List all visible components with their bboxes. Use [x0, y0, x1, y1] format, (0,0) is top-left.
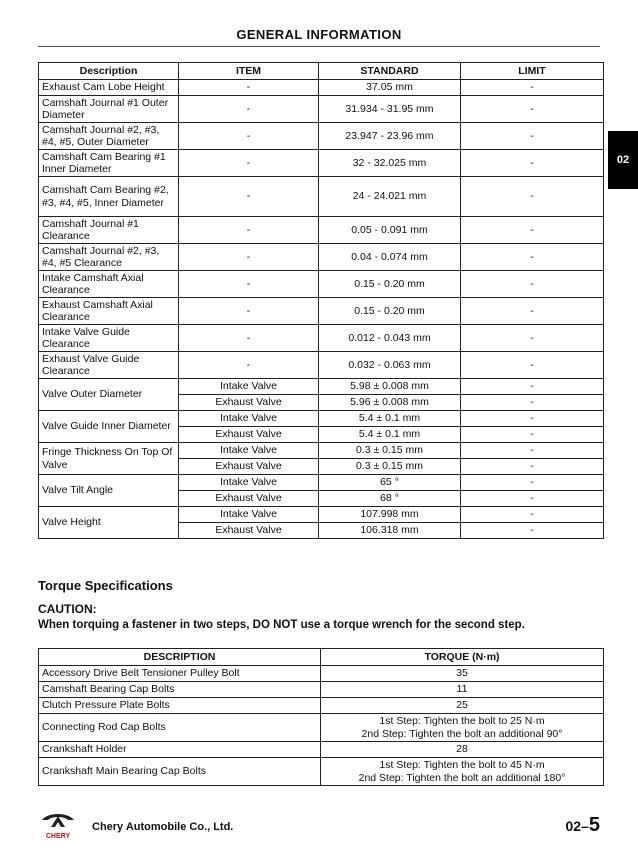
- row-description: Intake Valve Guide Clearance: [39, 325, 179, 352]
- row-description: Fringe Thickness On Top Of Valve: [39, 443, 179, 475]
- row-item: -: [179, 177, 319, 217]
- row-description: Crankshaft Holder: [39, 742, 321, 758]
- row-description: Valve Guide Inner Diameter: [39, 411, 179, 443]
- row-standard: 0.032 - 0.063 mm: [319, 352, 461, 379]
- row-description: Camshaft Cam Bearing #2, #3, #4, #5, Inner Diameter: [39, 177, 179, 217]
- row-standard: 5.4 ± 0.1 mm: [319, 411, 461, 427]
- page-num: 5: [588, 814, 600, 836]
- row-torque: [321, 714, 604, 742]
- row-description: Exhaust Camshaft Axial Clearance: [39, 298, 179, 325]
- row-description: Camshaft Journal #1 Outer Diameter: [39, 96, 179, 123]
- row-description: Exhaust Cam Lobe Height: [39, 80, 179, 96]
- page-prefix: 02–: [565, 818, 589, 834]
- row-item: -: [179, 123, 319, 150]
- table-row: [39, 507, 604, 523]
- logo-text: CHERY: [45, 833, 71, 840]
- row-limit: -: [461, 123, 604, 150]
- table-row: [39, 475, 604, 491]
- caution-text: When torquing a fastener in two steps, DO NOT use a torque wrench for the second step.: [38, 619, 525, 631]
- row-limit: -: [461, 352, 604, 379]
- row-limit: -: [461, 507, 604, 523]
- page-number: [566, 814, 600, 837]
- row-description: Camshaft Journal #2, #3, #4, #5, Outer Diameter: [39, 123, 179, 150]
- row-description: Valve Tilt Angle: [39, 475, 179, 507]
- row-standard: 65 °: [319, 475, 461, 491]
- row-standard: 31.934 - 31.95 mm: [319, 96, 461, 123]
- row-description: Camshaft Journal #1 Clearance: [39, 217, 179, 244]
- row-limit: -: [461, 96, 604, 123]
- row-limit: -: [461, 459, 604, 475]
- row-standard: 24 - 24.021 mm: [319, 177, 461, 217]
- col-header-item: ITEM: [179, 63, 319, 80]
- table-row: [39, 177, 604, 217]
- row-description: Connecting Rod Cap Bolts: [39, 714, 321, 742]
- row-description: Clutch Pressure Plate Bolts: [39, 698, 321, 714]
- table-row: [39, 271, 604, 298]
- table-row: [39, 150, 604, 177]
- torque-step-1: 1st Step: Tighten the bolt to 45 N·m: [379, 759, 545, 771]
- col-header-description: DESCRIPTION: [39, 649, 321, 666]
- row-item: Intake Valve: [179, 411, 319, 427]
- row-standard: 5.98 ± 0.008 mm: [319, 379, 461, 395]
- row-standard: 0.05 - 0.091 mm: [319, 217, 461, 244]
- row-item: -: [179, 80, 319, 96]
- table-row: [39, 698, 604, 714]
- row-standard: 0.15 - 0.20 mm: [319, 298, 461, 325]
- chery-logo: [38, 810, 78, 840]
- row-standard: 32 - 32.025 mm: [319, 150, 461, 177]
- table-row: [39, 714, 604, 742]
- row-limit: -: [461, 395, 604, 411]
- row-limit: -: [461, 523, 604, 539]
- table-row: [39, 411, 604, 427]
- row-item: -: [179, 271, 319, 298]
- table-row: [39, 742, 604, 758]
- row-limit: -: [461, 298, 604, 325]
- row-item: -: [179, 325, 319, 352]
- row-description: Valve Outer Diameter: [39, 379, 179, 411]
- table-row: [39, 96, 604, 123]
- row-description: Camshaft Cam Bearing #1 Inner Diameter: [39, 150, 179, 177]
- row-item: Exhaust Valve: [179, 395, 319, 411]
- row-standard: 107.998 mm: [319, 507, 461, 523]
- row-standard: 5.96 ± 0.008 mm: [319, 395, 461, 411]
- table-row: [39, 298, 604, 325]
- section-tab-label: 02: [616, 154, 630, 166]
- row-item: Exhaust Valve: [179, 427, 319, 443]
- table-row: [39, 244, 604, 271]
- row-item: Intake Valve: [179, 507, 319, 523]
- row-limit: -: [461, 177, 604, 217]
- row-description: Crankshaft Main Bearing Cap Bolts: [39, 758, 321, 786]
- row-description: Accessory Drive Belt Tensioner Pulley Bolt: [39, 666, 321, 682]
- row-description: Exhaust Valve Guide Clearance: [39, 352, 179, 379]
- row-limit: -: [461, 443, 604, 459]
- col-header-standard: STANDARD: [319, 63, 461, 80]
- table-row: [39, 758, 604, 786]
- row-torque: 25: [321, 698, 604, 714]
- row-standard: 5.4 ± 0.1 mm: [319, 427, 461, 443]
- row-torque: 11: [321, 682, 604, 698]
- section-tab: [608, 131, 638, 189]
- torque-table: [38, 648, 604, 786]
- col-header-torque: TORQUE (N·m): [321, 649, 604, 666]
- row-item: -: [179, 217, 319, 244]
- row-description: Camshaft Bearing Cap Bolts: [39, 682, 321, 698]
- row-standard: 23.947 - 23.96 mm: [319, 123, 461, 150]
- row-item: Exhaust Valve: [179, 491, 319, 507]
- row-limit: -: [461, 80, 604, 96]
- page-header-title: GENERAL INFORMATION: [236, 27, 402, 42]
- row-standard: 0.012 - 0.043 mm: [319, 325, 461, 352]
- table-row: [39, 217, 604, 244]
- table-row: [39, 443, 604, 459]
- row-item: -: [179, 298, 319, 325]
- row-limit: -: [461, 271, 604, 298]
- torque-step-2: 2nd Step: Tighten the bolt an additional 180°: [358, 771, 566, 784]
- row-standard: 0.3 ± 0.15 mm: [319, 443, 461, 459]
- row-description: Camshaft Journal #2, #3, #4, #5 Clearance: [39, 244, 179, 271]
- chery-logo-icon: [38, 810, 78, 840]
- row-torque: 35: [321, 666, 604, 682]
- table-row: [39, 379, 604, 395]
- row-item: Intake Valve: [179, 443, 319, 459]
- row-item: -: [179, 150, 319, 177]
- row-limit: -: [461, 150, 604, 177]
- row-standard: 106.318 mm: [319, 523, 461, 539]
- row-limit: -: [461, 411, 604, 427]
- torque-step-1: 1st Step: Tighten the bolt to 25 N·m: [379, 715, 545, 727]
- row-limit: -: [461, 427, 604, 443]
- table-row: [39, 80, 604, 96]
- table-row: [39, 666, 604, 682]
- caution-heading: CAUTION:: [38, 602, 97, 616]
- row-standard: 68 °: [319, 491, 461, 507]
- table-row: [39, 352, 604, 379]
- row-limit: -: [461, 217, 604, 244]
- col-header-limit: LIMIT: [461, 63, 604, 80]
- col-header-description: Description: [39, 63, 179, 80]
- table-row: [39, 682, 604, 698]
- table-row: [39, 325, 604, 352]
- row-limit: -: [461, 325, 604, 352]
- row-limit: -: [461, 491, 604, 507]
- row-item: -: [179, 352, 319, 379]
- row-standard: 0.04 - 0.074 mm: [319, 244, 461, 271]
- row-limit: -: [461, 379, 604, 395]
- row-description: Intake Camshaft Axial Clearance: [39, 271, 179, 298]
- row-standard: 0.3 ± 0.15 mm: [319, 459, 461, 475]
- row-torque: 28: [321, 742, 604, 758]
- row-item: Exhaust Valve: [179, 523, 319, 539]
- row-torque: [321, 758, 604, 786]
- row-item: -: [179, 96, 319, 123]
- row-item: Exhaust Valve: [179, 459, 319, 475]
- table-row: [39, 123, 604, 150]
- row-item: Intake Valve: [179, 379, 319, 395]
- specifications-table: [38, 62, 604, 539]
- row-description: Valve Height: [39, 507, 179, 539]
- footer-company: Chery Automobile Co., Ltd.: [92, 821, 234, 833]
- row-limit: -: [461, 475, 604, 491]
- row-item: -: [179, 244, 319, 271]
- header-divider: [38, 46, 600, 47]
- torque-step-2: 2nd Step: Tighten the bolt an additional 90°: [361, 727, 563, 740]
- row-standard: 0.15 - 0.20 mm: [319, 271, 461, 298]
- row-standard: 37.05 mm: [319, 80, 461, 96]
- torque-section-title: Torque Specifications: [38, 578, 173, 593]
- row-limit: -: [461, 244, 604, 271]
- row-item: Intake Valve: [179, 475, 319, 491]
